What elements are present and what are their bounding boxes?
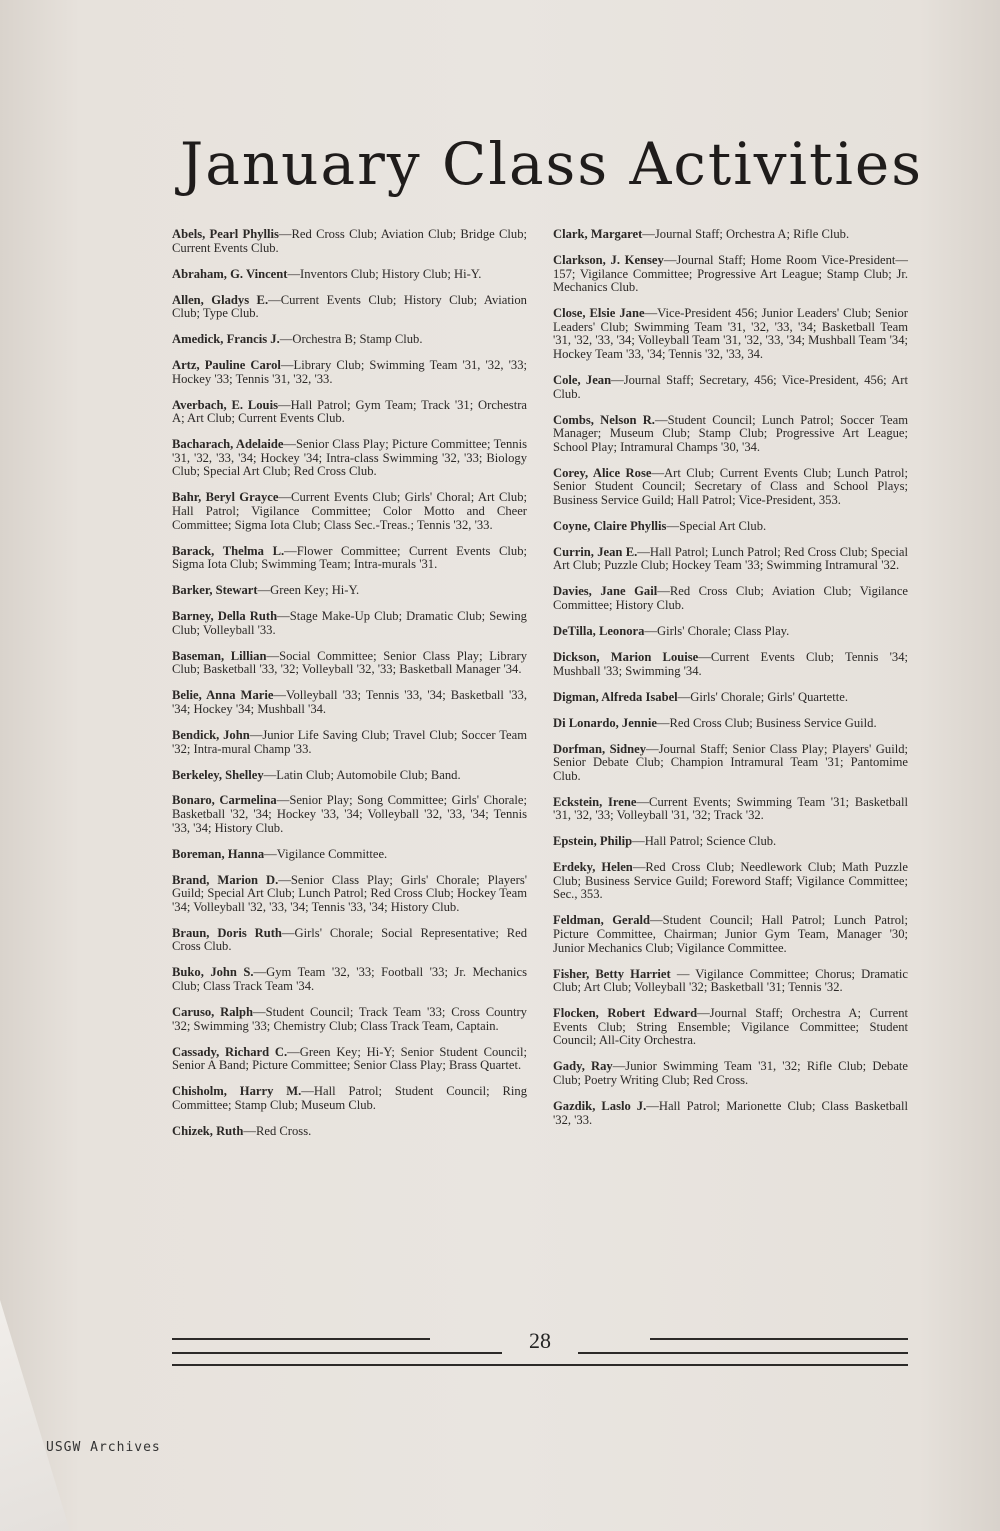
activity-entry bbox=[553, 914, 908, 955]
activity-list: — Vigilance Committee; Chorus; Dramatic Club; Art Club; Volleyball '32; Basketball '31; Tennis '32. bbox=[553, 966, 909, 995]
left-column bbox=[172, 228, 527, 1151]
activity-list: —Current Events Club; History Club; Aviation Club; Type Club. bbox=[172, 292, 527, 321]
student-name: Feldman, Gerald bbox=[553, 913, 651, 928]
activity-entry bbox=[553, 414, 908, 455]
activity-list: —Journal Staff; Senior Class Play; Players' Guild; Senior Debate Club; Champion Intramural Team '31; Pantomime Club. bbox=[553, 741, 908, 783]
activity-entry bbox=[172, 359, 527, 386]
activity-entry bbox=[553, 717, 908, 731]
student-name: Combs, Nelson R. bbox=[553, 412, 655, 427]
activity-list: —Red Cross. bbox=[243, 1123, 312, 1138]
activity-list: —Current Events; Swimming Team '31; Basketball '31, '32, '33; Volleyball '31, '32; Track '32. bbox=[553, 794, 908, 823]
activity-entry bbox=[553, 254, 908, 295]
student-name: Bahr, Beryl Grayce bbox=[172, 490, 279, 505]
student-name: Belie, Anna Marie bbox=[172, 688, 274, 703]
student-name: Coyne, Claire Phyllis bbox=[553, 518, 667, 533]
activity-list: —Green Key; Hi-Y. bbox=[257, 583, 360, 598]
student-name: Fisher, Betty Harriet bbox=[553, 966, 671, 981]
student-name: Barker, Stewart bbox=[172, 583, 258, 598]
activity-entry bbox=[172, 650, 527, 677]
student-name: Barney, Della Ruth bbox=[172, 609, 278, 624]
right-column bbox=[553, 228, 908, 1140]
activity-entry bbox=[172, 584, 527, 598]
activity-entry bbox=[172, 399, 527, 426]
activity-entry bbox=[172, 333, 527, 347]
activity-list: —Social Committee; Senior Class Play; Library Club; Basketball '33, '32; Volleyball '32, '33; Basketball Manager '34. bbox=[172, 648, 527, 677]
activity-list: —Student Council; Track Team '33; Cross Country '32; Swimming '33; Chemistry Club; Class Track Team, Captain. bbox=[172, 1004, 527, 1033]
activity-list: —Hall Patrol; Marionette Club; Class Basketball '32, '33. bbox=[553, 1098, 909, 1127]
activity-entry bbox=[172, 1006, 527, 1033]
activity-entry bbox=[553, 1007, 908, 1048]
student-name: Corey, Alice Rose bbox=[553, 465, 652, 480]
activity-list: —Hall Patrol; Science Club. bbox=[632, 834, 777, 849]
activity-list: —Senior Class Play; Picture Committee; Tennis '31, '32, '33, '34; Hockey '34; Intra-class Swimming '32, '33; Biology Club; Special Art Club; Red Cross Club. bbox=[172, 437, 527, 479]
page-footer bbox=[172, 1328, 908, 1368]
student-name: Bendick, John bbox=[172, 727, 250, 742]
activity-list: —Green Key; Hi-Y; Senior Student Council; Senior A Band; Picture Committee; Senior Class Play; Brass Quartet. bbox=[172, 1044, 527, 1073]
student-name: Chizek, Ruth bbox=[172, 1123, 244, 1138]
activity-list: —Library Club; Swimming Team '31, '32, '33; Hockey '33; Tennis '31, '32, '33. bbox=[172, 358, 527, 386]
activity-entry bbox=[553, 625, 908, 639]
activity-entry bbox=[553, 651, 908, 678]
student-name: Amedick, Francis J. bbox=[172, 332, 280, 347]
student-name: Clark, Margaret bbox=[553, 227, 643, 241]
activity-list: —Girls' Chorale; Class Play. bbox=[644, 623, 790, 638]
activity-list: —Red Cross Club; Aviation Club; Vigilance Committee; History Club. bbox=[553, 584, 908, 612]
student-name: Brand, Marion D. bbox=[172, 872, 279, 887]
activity-list: —Volleyball '33; Tennis '33, '34; Basketball '33, '34; Hockey '34; Mushball '34. bbox=[172, 688, 527, 716]
student-name: Dorfman, Sidney bbox=[553, 741, 647, 756]
activity-entry bbox=[553, 546, 908, 573]
activity-entry bbox=[553, 307, 908, 361]
activity-entry bbox=[553, 1060, 908, 1087]
student-name: Cole, Jean bbox=[553, 372, 612, 387]
activity-entry bbox=[553, 968, 908, 995]
student-name: Artz, Pauline Carol bbox=[172, 358, 281, 373]
activity-list: —Junior Swimming Team '31, '32; Rifle Club; Debate Club; Poetry Writing Club; Red Cross. bbox=[553, 1059, 908, 1087]
page-title: January Class Activities bbox=[180, 130, 924, 198]
activity-list: —Red Cross Club; Aviation Club; Bridge Club; Current Events Club. bbox=[172, 227, 527, 255]
activity-list: —Special Art Club. bbox=[666, 518, 767, 533]
student-name: Flocken, Robert Edward bbox=[553, 1006, 698, 1021]
activity-entry bbox=[553, 467, 908, 508]
activity-list: —Latin Club; Automobile Club; Band. bbox=[263, 767, 461, 782]
student-name: Close, Elsie Jane bbox=[553, 306, 645, 321]
activity-entry bbox=[172, 1046, 527, 1073]
activity-entry bbox=[172, 268, 527, 282]
footer-rule bbox=[578, 1352, 908, 1354]
activity-entry bbox=[553, 374, 908, 401]
activity-list: —Current Events Club; Tennis '34; Mushball '33; Swimming '34. bbox=[553, 649, 908, 678]
activity-entry bbox=[172, 545, 527, 572]
activity-entry bbox=[553, 228, 908, 242]
activity-entry bbox=[172, 228, 527, 255]
activity-entry bbox=[172, 729, 527, 756]
student-name: Currin, Jean E. bbox=[553, 544, 638, 559]
activity-list: —Vigilance Committee. bbox=[264, 846, 388, 861]
activity-entry bbox=[172, 794, 527, 835]
activity-list: —Journal Staff; Orchestra A; Rifle Club. bbox=[642, 227, 850, 241]
activity-entry bbox=[172, 491, 527, 532]
student-name: Dickson, Marion Louise bbox=[553, 649, 699, 664]
activity-list: —Red Cross Club; Needlework Club; Math Puzzle Club; Business Service Guild; Foreword Staff; Vigilance Committee; Sec., 353. bbox=[553, 860, 908, 902]
footer-rule bbox=[172, 1352, 502, 1354]
footer-rule bbox=[172, 1338, 430, 1340]
student-name: Barack, Thelma L. bbox=[172, 543, 285, 558]
activity-entry bbox=[172, 927, 527, 954]
student-name: Eckstein, Irene bbox=[553, 794, 637, 809]
activity-entry bbox=[553, 520, 908, 534]
student-name: DeTilla, Leonora bbox=[553, 623, 645, 638]
activity-entry bbox=[172, 1125, 527, 1139]
student-name: Abels, Pearl Phyllis bbox=[172, 227, 279, 241]
student-name: Buko, John S. bbox=[172, 965, 254, 980]
activity-entry bbox=[172, 1085, 527, 1112]
student-name: Cassady, Richard C. bbox=[172, 1044, 288, 1059]
student-name: Caruso, Ralph bbox=[172, 1004, 254, 1019]
activity-list: —Flower Committee; Current Events Club; Sigma Iota Club; Swimming Team; Intra-murals '31. bbox=[172, 543, 527, 572]
page-number: 28 bbox=[529, 1328, 551, 1353]
footer-rule bbox=[172, 1364, 908, 1366]
student-name: Chisholm, Harry M. bbox=[172, 1084, 302, 1099]
activity-list: —Vice-President 456; Junior Leaders' Club; Senior Leaders' Club; Swimming Team '31, '32, '33, '34; Basketball Team '31, '32, '33, '34; Volleyball Team '31, '32, '33, '34; Mushball Team '34; Hockey Team '33, '34; Tennis '32, '33, 34. bbox=[553, 306, 908, 361]
activity-entry bbox=[172, 294, 527, 321]
student-name: Berkeley, Shelley bbox=[172, 767, 264, 782]
activity-entry bbox=[172, 769, 527, 783]
activity-entry bbox=[172, 966, 527, 993]
footer-rule bbox=[650, 1338, 908, 1340]
student-name: Baseman, Lillian bbox=[172, 648, 267, 663]
activity-list: —Current Events Club; Girls' Choral; Art Club; Hall Patrol; Vigilance Committee; Color Motto and Cheer Committee; Sigma Iota Club; Class Sec.-Treas.; Tennis '32, '33. bbox=[172, 490, 527, 532]
student-name: Allen, Gladys E. bbox=[172, 292, 269, 307]
activity-list: —Hall Patrol; Gym Team; Track '31; Orchestra A; Art Club; Current Events Club. bbox=[172, 397, 527, 426]
student-name: Bacharach, Adelaide bbox=[172, 437, 284, 452]
student-name: Erdeky, Helen bbox=[553, 860, 633, 875]
activity-entry bbox=[553, 585, 908, 612]
student-name: Braun, Doris Ruth bbox=[172, 925, 282, 940]
activity-entry bbox=[553, 796, 908, 823]
student-name: Digman, Alfreda Isabel bbox=[553, 689, 678, 704]
student-name: Averbach, E. Louis bbox=[172, 397, 278, 412]
student-name: Gady, Ray bbox=[553, 1059, 613, 1074]
activity-list: —Senior Class Play; Girls' Chorale; Players' Guild; Special Art Club; Lunch Patrol; Red Cross Club; Hockey Team '34; Volleyball '32, '33, '34; Tennis '33, '34; History Club. bbox=[172, 872, 528, 914]
activity-entry bbox=[553, 861, 908, 902]
activity-list: —Art Club; Current Events Club; Lunch Patrol; Senior Student Council; Secretary of Class and School Plays; Business Service Guild; Hall Patrol; Vice-President, 353. bbox=[553, 465, 908, 507]
student-name: Bonaro, Carmelina bbox=[172, 793, 277, 808]
activity-list: —Hall Patrol; Student Council; Ring Committee; Stamp Club; Museum Club. bbox=[172, 1084, 527, 1112]
activity-list: —Girls' Chorale; Girls' Quartette. bbox=[677, 689, 848, 704]
activity-list: —Student Council; Hall Patrol; Lunch Patrol; Picture Committee, Chairman; Junior Gym Team, Manager '30; Junior Mechanics Club; Vigilance Committee. bbox=[553, 913, 908, 955]
student-name: Di Lonardo, Jennie bbox=[553, 715, 657, 730]
activity-entry bbox=[172, 874, 527, 915]
activity-entry bbox=[172, 438, 527, 479]
student-name: Davies, Jane Gail bbox=[553, 584, 658, 599]
activity-entry bbox=[553, 691, 908, 705]
activity-list: —Inventors Club; History Club; Hi-Y. bbox=[287, 266, 482, 281]
activity-list: —Girls' Chorale; Social Representative; Red Cross Club. bbox=[172, 925, 528, 954]
activity-list: —Journal Staff; Secretary, 456; Vice-President, 456; Art Club. bbox=[553, 372, 908, 401]
activity-entry bbox=[553, 743, 908, 784]
student-name: Epstein, Philip bbox=[553, 834, 633, 849]
activity-list: —Orchestra B; Stamp Club. bbox=[279, 332, 423, 347]
activity-list: —Gym Team '32, '33; Football '33; Jr. Mechanics Club; Class Track Team '34. bbox=[172, 965, 527, 993]
student-name: Gazdik, Laslo J. bbox=[553, 1098, 647, 1113]
student-name: Boreman, Hanna bbox=[172, 846, 265, 861]
activity-entry bbox=[553, 835, 908, 849]
page-corner bbox=[0, 1300, 70, 1531]
activity-list: —Senior Play; Song Committee; Girls' Chorale; Basketball '32, '34; Hockey '33, '34; Volleyball '32, '33, '34; Tennis '33, '34; History Club. bbox=[172, 793, 527, 835]
activity-entry bbox=[172, 610, 527, 637]
activity-list: —Junior Life Saving Club; Travel Club; Soccer Team '32; Intra-mural Champ '33. bbox=[172, 727, 527, 756]
activity-list: —Journal Staff; Orchestra A; Current Events Club; String Ensemble; Vigilance Committee; Student Council; All-City Orchestra. bbox=[553, 1006, 908, 1048]
activity-list: —Journal Staff; Home Room Vice-President—157; Vigilance Committee; Progressive Art League; Stamp Club; Jr. Mechanics Club. bbox=[553, 252, 908, 295]
student-name: Clarkson, J. Kensey bbox=[553, 252, 664, 267]
activity-list: —Hall Patrol; Lunch Patrol; Red Cross Club; Special Art Club; Puzzle Club; Hockey Team '33; Swimming Intramural '32. bbox=[553, 544, 908, 573]
activity-entry bbox=[172, 689, 527, 716]
activity-list: —Red Cross Club; Business Service Guild. bbox=[656, 715, 877, 730]
watermark: USGW Archives bbox=[46, 1440, 161, 1455]
activity-entry bbox=[553, 1100, 908, 1127]
activity-list: —Student Council; Lunch Patrol; Soccer Team Manager; Museum Club; Stamp Club; Progressive Art League; School Play; Intramural Champs '30, '34. bbox=[553, 412, 908, 454]
student-name: Abraham, G. Vincent bbox=[172, 266, 288, 281]
activity-list: —Stage Make-Up Club; Dramatic Club; Sewing Club; Volleyball '33. bbox=[172, 609, 527, 637]
activity-entry bbox=[172, 848, 527, 862]
